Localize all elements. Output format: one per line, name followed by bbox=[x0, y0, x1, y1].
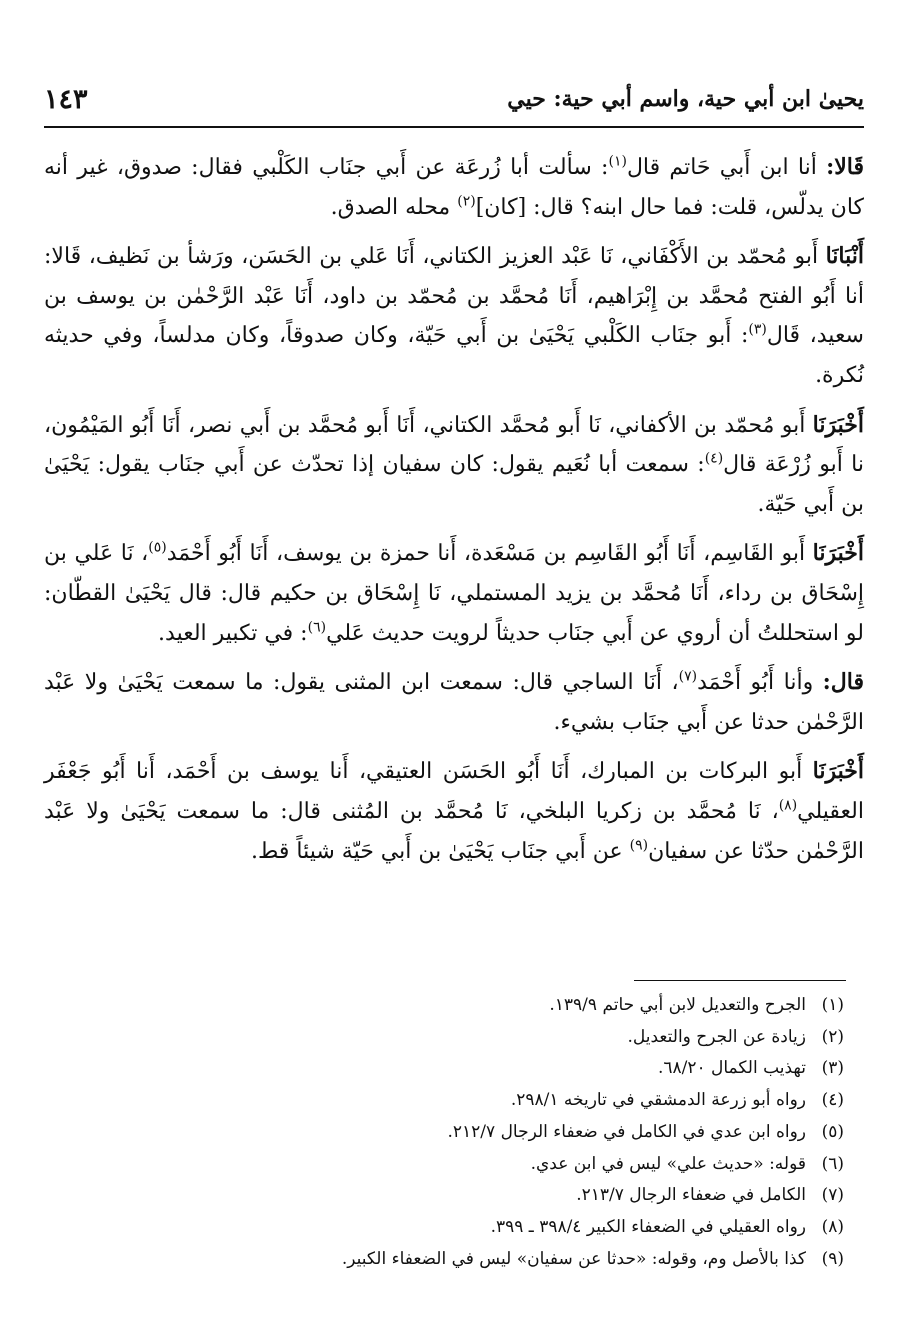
footnote-number: (٤) bbox=[821, 1090, 844, 1111]
paragraph-text: محله الصدق. bbox=[330, 194, 458, 220]
footnote-marker: (٢) bbox=[457, 193, 476, 210]
footnote-item bbox=[44, 1085, 844, 1117]
paragraph-text: أَبو مُحمّد بن الأَكْفَاني، نَا عَبْد العزيز الكتاني، أَنَا عَلي بن الحَسَن، ورَشأ بن نَظيف، قَالا: أنا أَبُو الفتح مُحمَّد بن إِبْرَاهيم، أَنَا مُحمَّد بن مُحمّد بن داود، أَنَا عَبْد الرَّحْمٰن بن يوسف بن سعيد، قَال bbox=[44, 244, 864, 349]
paragraph-text: : في تكبير العيد. bbox=[158, 620, 308, 646]
page-number: ١٤٣ bbox=[44, 84, 88, 115]
paragraph-text: : سمعت أبا نُعَيم يقول: كان سفيان إذا تحدّث عن أَبي جنَاب يقول: يَحْيَىٰ بن أَبي حَيّة. bbox=[44, 452, 864, 517]
footnote-number: (٨) bbox=[821, 1216, 844, 1237]
paragraph-lead: أَنْبَانَا bbox=[825, 243, 864, 270]
footnote-item bbox=[44, 1244, 844, 1276]
footnote-text: تهذيب الكمال ٦٨/٢٠. bbox=[657, 1058, 806, 1079]
footnote-number: (١) bbox=[821, 995, 844, 1015]
footnote-item bbox=[44, 1180, 844, 1212]
paragraph-text: أَبو مُحمّد بن الأكفاني، نَا أَبو مُحمَّد الكتاني، أَنَا أَبو مُحمَّد بن أَبي نصر، أَنَا أَبُو المَيْمُون، نا أَبو زُرْعَة قال bbox=[44, 412, 864, 478]
footnote-marker: (٣) bbox=[748, 322, 767, 339]
footnote-marker: (٧) bbox=[678, 668, 698, 685]
paragraph-3 bbox=[44, 406, 864, 525]
footnote-marker: (٥) bbox=[148, 540, 167, 557]
footnote-text: رواه ابن عدي في الكامل في ضعفاء الرجال ٢١٢/٧. bbox=[447, 1121, 806, 1142]
footnote-number: (٦) bbox=[821, 1153, 844, 1174]
footnote-number: (٩) bbox=[821, 1248, 844, 1269]
paragraph-text: : أَبو جنَاب الكَلْبي يَحْيَىٰ بن أَبي حَيّة، وكان صدوقاً، وكان مدلساً، وفي حديثه نُكرة. bbox=[44, 323, 864, 388]
paragraph-6 bbox=[44, 752, 864, 871]
paragraph-text: أَبو البركات بن المبارك، أَنَا أَبُو الحَسَن العتيقي، أَنا يوسف بن أَحْمَد، أَنا أَبُو جَعْفَر العقيلي bbox=[44, 759, 864, 824]
paragraph-lead: قال: bbox=[822, 669, 864, 696]
footnote-text: رواه العقيلي في الضعفاء الكبير ٣٩٨/٤ ـ ٣٩٩. bbox=[490, 1216, 806, 1237]
footnote-text: زيادة عن الجرح والتعديل. bbox=[627, 1026, 806, 1047]
paragraph-text: ، نَا مُحمَّد بن زكريا البلخي، نَا مُحمَّد بن المُثنى قال: ما سمعت يَحْيَىٰ ولا عَبْد الرَّحْمٰن حدّثا عن سفيان bbox=[44, 798, 864, 864]
footnote-marker: (٤) bbox=[704, 450, 724, 467]
footnote-number: (٢) bbox=[821, 1026, 844, 1047]
running-head: يحيىٰ ابن أبي حية، واسم أبي حية: حيي bbox=[507, 86, 864, 112]
paragraph-lead: أَخْبَرَنَا bbox=[812, 411, 864, 438]
paragraph-text: عن أَبي جنَاب يَحْيَىٰ بن أَبي حَيّة شيئاً قط. bbox=[250, 838, 630, 864]
paragraph-text: ، أَنَا الساجي قال: سمعت ابن المثنى يقول: ما سمعت يَحْيَىٰ ولا عَبْد الرَّحْمٰن حدثا عن أَبي جنَاب بشيء. bbox=[44, 670, 864, 735]
footnote-text: الكامل في ضعفاء الرجال ٢١٣/٧. bbox=[576, 1185, 806, 1206]
footnote-text: قوله: «حديث علي» ليس في ابن عدي. bbox=[530, 1153, 806, 1174]
footnote-item bbox=[44, 1053, 844, 1085]
paragraph-text: أَبو القَاسِم، أَنَا أَبُو القَاسِم بن مَسْعَدة، أَنا حمزة بن يوسف، أَنَا أَبُو أَحْمَد bbox=[166, 541, 813, 567]
paragraph-4 bbox=[44, 534, 864, 653]
paragraph-text: أنا ابن أَبي حَاتم قال bbox=[626, 155, 827, 180]
footnote-item bbox=[44, 1149, 844, 1181]
footnote-item bbox=[44, 1117, 844, 1149]
footnote-marker: (٦) bbox=[307, 619, 327, 636]
paragraph-text: وأنا أَبُو أَحْمَد bbox=[697, 670, 823, 696]
footnote-rule bbox=[634, 980, 846, 981]
footnote-number: (٥) bbox=[821, 1121, 844, 1142]
footnote-number: (٧) bbox=[821, 1185, 844, 1206]
paragraph-text: : سألت أبا زُرعَة عن أَبي جنَاب الكَلْبي فقال: صدوق، غير أنه كان يدلّس، قلت: فما حال ابنه؟ قال: [كان] bbox=[44, 155, 864, 220]
footnote-item bbox=[44, 990, 844, 1022]
paragraph-2 bbox=[44, 237, 864, 395]
paragraph-lead: قَالا: bbox=[826, 154, 864, 180]
paragraph-text: ، نَا عَلي بن إِسْحَاق بن رداء، أَنَا مُحمَّد بن يزيد المستملي، نَا إِسْحَاق بن حكيم قال: قال يَحْيَىٰ القطّان: لو استحللتُ أن أروي عن أَبي جنَاب حديثاً لرويت حديث عَلي bbox=[44, 541, 865, 646]
header-rule bbox=[44, 126, 864, 128]
footnote-marker: (٩) bbox=[629, 837, 649, 854]
footnote-text: كذا بالأصل وم، وقوله: «حدثا عن سفيان» ليس في الضعفاء الكبير. bbox=[341, 1248, 806, 1269]
page-header bbox=[44, 84, 864, 120]
footnote-item bbox=[44, 1212, 844, 1244]
main-text bbox=[44, 148, 864, 881]
paragraph-lead: أَخْبَرَنَا bbox=[812, 758, 864, 785]
footnote-marker: (١) bbox=[608, 153, 627, 170]
footnote-text: رواه أبو زرعة الدمشقي في تاريخه ٢٩٨/١. bbox=[510, 1090, 806, 1111]
paragraph-5 bbox=[44, 663, 864, 742]
footnote-item bbox=[44, 1022, 844, 1054]
footnote-number: (٣) bbox=[821, 1058, 844, 1079]
footnotes bbox=[44, 990, 844, 1275]
paragraph-1 bbox=[44, 148, 864, 227]
footnote-marker: (٨) bbox=[778, 797, 798, 814]
footnote-text: الجرح والتعديل لابن أبي حاتم ١٣٩/٩. bbox=[549, 995, 806, 1015]
paragraph-lead: أَخْبَرَنَا bbox=[812, 540, 864, 567]
